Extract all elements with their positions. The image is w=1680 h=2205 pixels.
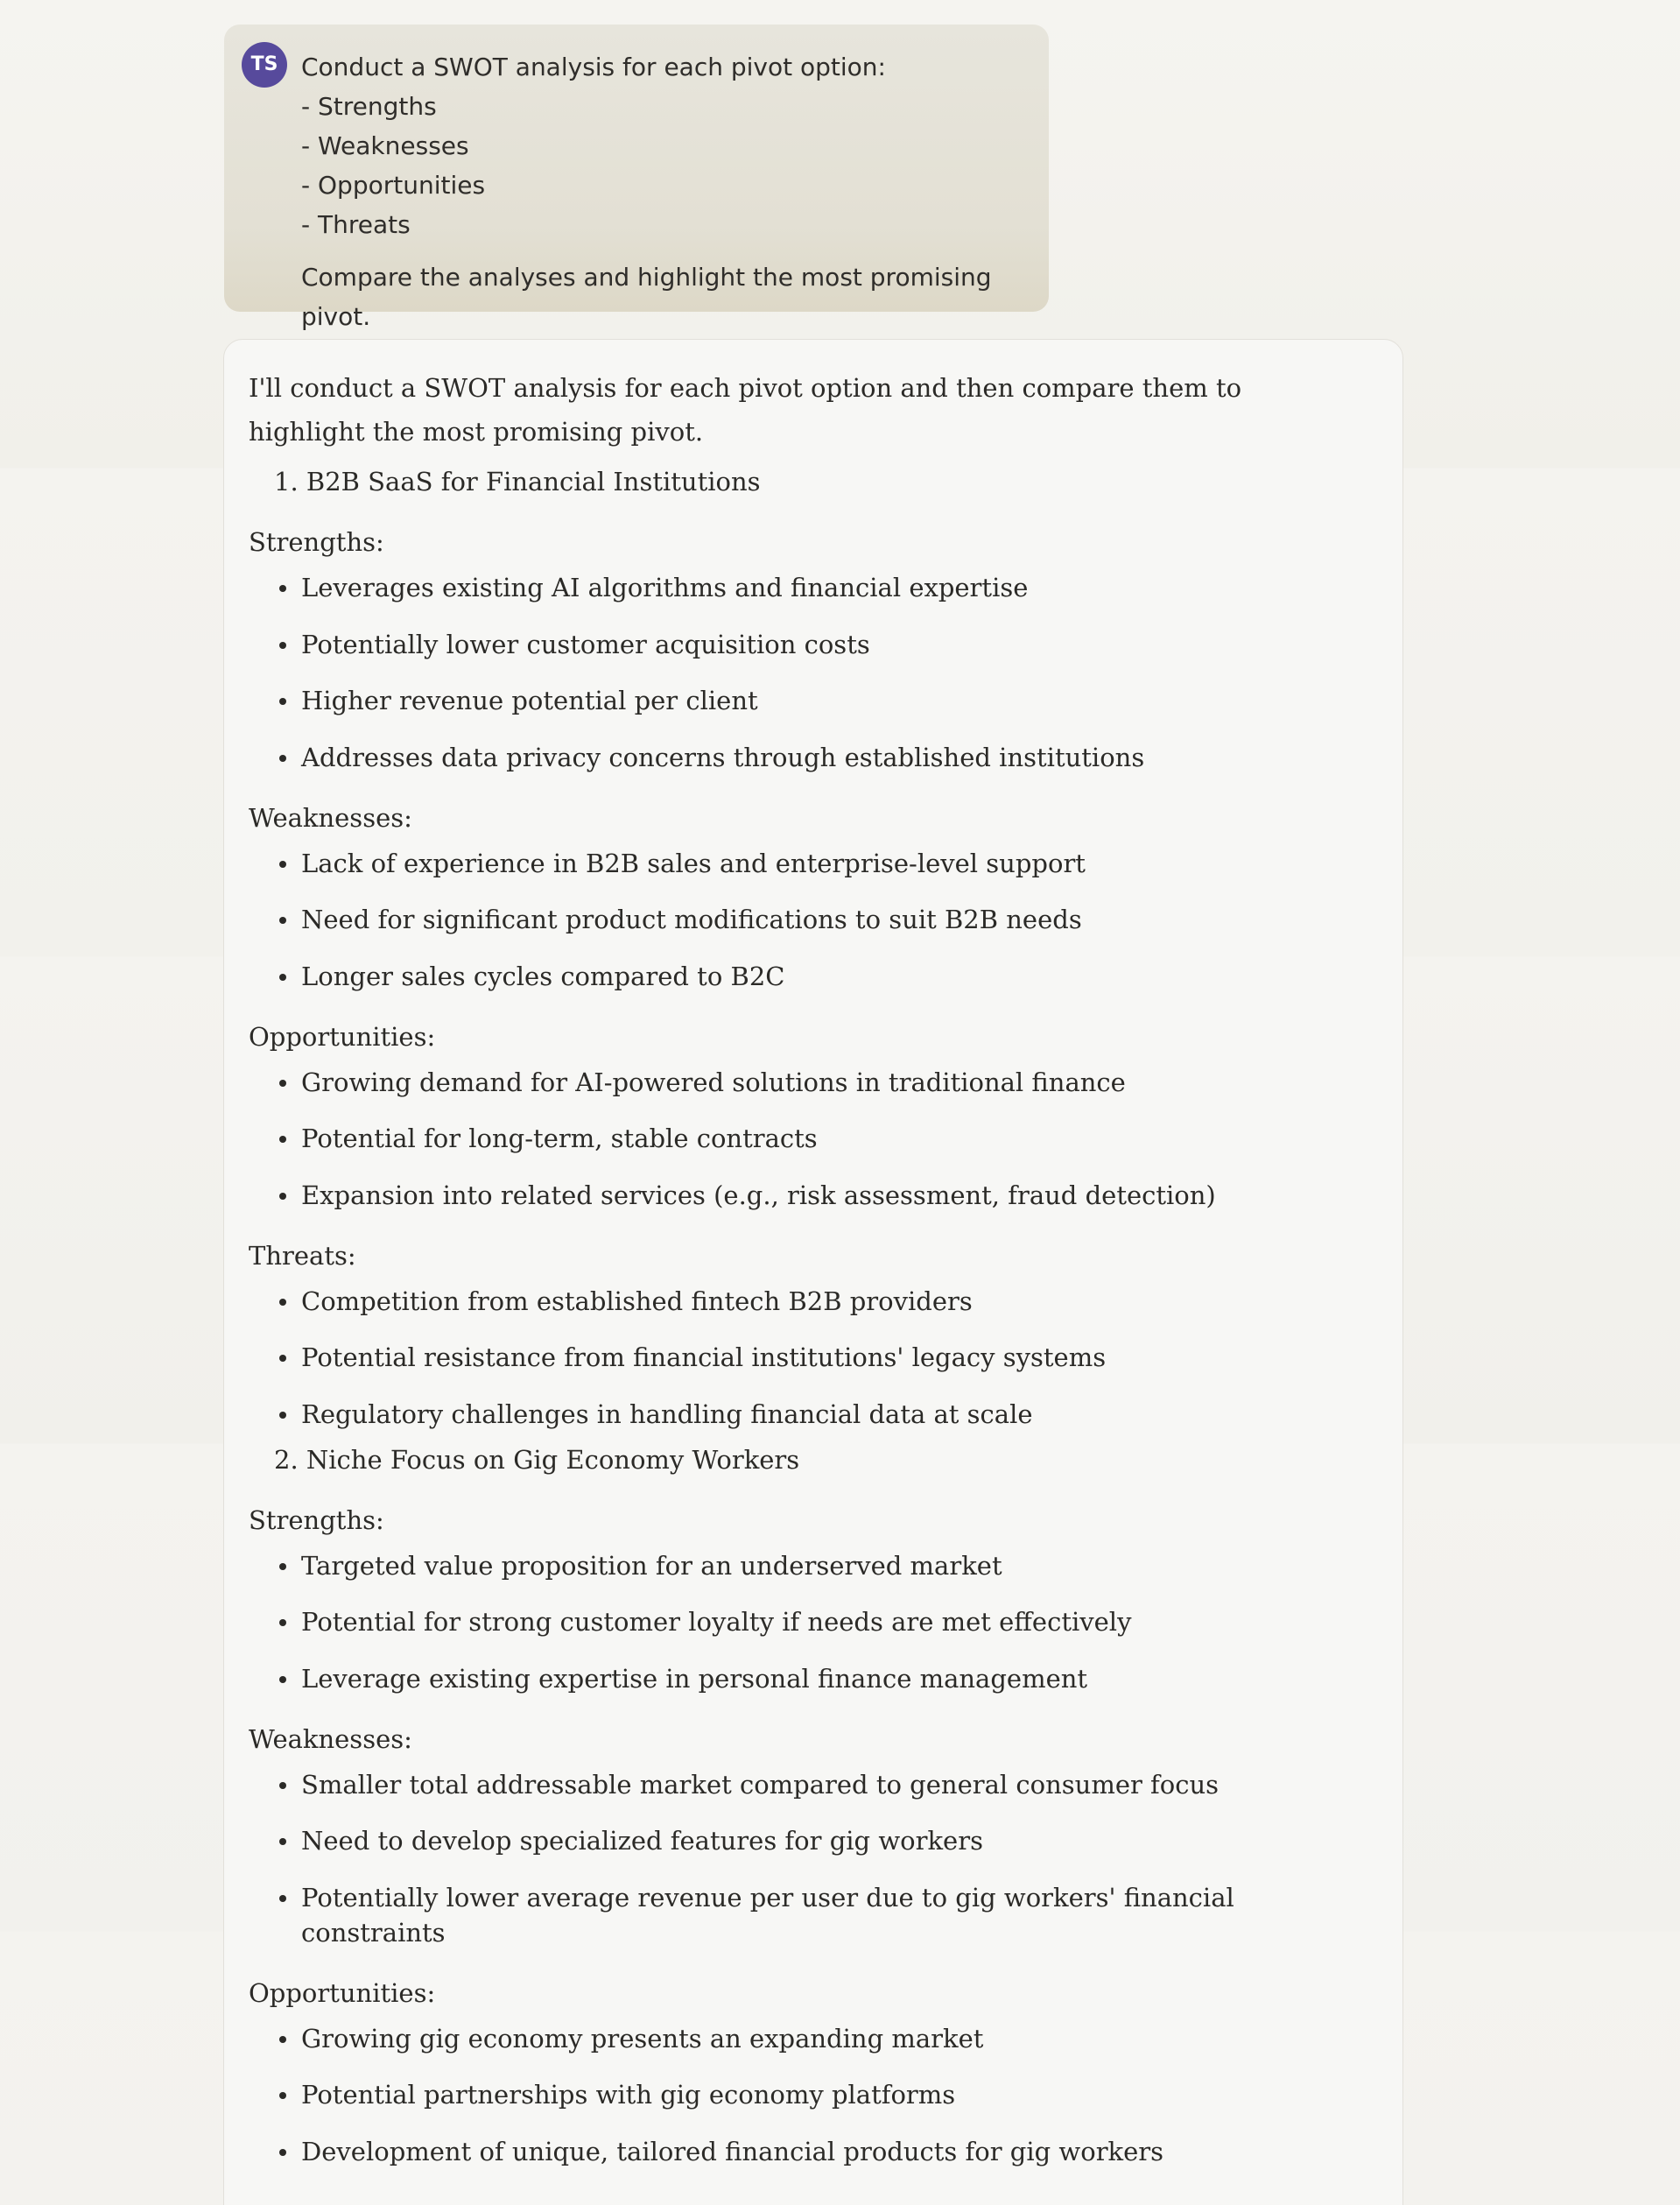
list-item: Addresses data privacy concerns through established institutions <box>249 740 1378 775</box>
user-message-line: Conduct a SWOT analysis for each pivot option: <box>301 53 886 81</box>
list-item: Lack of experience in B2B sales and enterprise-level support <box>249 846 1378 881</box>
swot-label-opportunities: Opportunities: <box>249 1021 436 1052</box>
list-item: Potential for strong customer loyalty if needs are met effectively <box>249 1604 1378 1639</box>
swot-label-weaknesses: Weaknesses: <box>249 1723 412 1754</box>
assistant-intro: I'll conduct a SWOT analysis for each pivot option and then compare them to highlight the most promising pivot. <box>249 373 1242 447</box>
user-message-line: - Opportunities <box>301 171 486 200</box>
swot-list-opportunities <box>249 1065 1378 1213</box>
swot-label-strengths: Strengths: <box>249 527 384 557</box>
list-item: Potential resistance from financial institutions' legacy systems <box>249 1340 1378 1375</box>
list-item: Need for significant product modifications to suit B2B needs <box>249 902 1378 937</box>
user-avatar: TS <box>242 42 287 88</box>
swot-label-opportunities: Opportunities: <box>249 1977 436 2008</box>
list-item: Targeted value proposition for an underserved market <box>249 1548 1378 1583</box>
list-item: Competition from established fintech B2B providers <box>249 1284 1378 1319</box>
user-message-closing: Compare the analyses and highlight the most promising pivot. <box>301 263 992 331</box>
list-item: Higher revenue potential per client <box>249 683 1378 718</box>
assistant-message <box>223 339 1403 2205</box>
list-item: Expansion into related services (e.g., risk assessment, fraud detection) <box>249 1178 1378 1213</box>
user-message-lines <box>301 47 1023 244</box>
swot-label-strengths: Strengths: <box>249 1504 384 1535</box>
user-message <box>224 25 1049 331</box>
swot-label-weaknesses: Weaknesses: <box>249 802 412 833</box>
option-heading: 1. B2B SaaS for Financial Institutions <box>274 467 761 497</box>
swot-list-threats <box>249 1284 1378 1432</box>
swot-list-strengths <box>249 1548 1378 1696</box>
list-item: Potentially lower average revenue per user due to gig workers' financial constraints <box>249 1880 1378 1950</box>
user-message-line: - Strengths <box>301 92 437 121</box>
swot-list-weaknesses <box>249 846 1378 994</box>
list-item: Potential for long-term, stable contracts <box>249 1121 1378 1156</box>
list-item: Smaller total addressable market compared to general consumer focus <box>249 1767 1378 1802</box>
swot-list-strengths <box>249 570 1378 775</box>
list-item: Development of unique, tailored financial products for gig workers <box>249 2134 1378 2169</box>
user-message-line: - Weaknesses <box>301 131 469 160</box>
list-item: Growing demand for AI-powered solutions in traditional finance <box>249 1065 1378 1100</box>
list-item: Growing gig economy presents an expanding market <box>249 2021 1378 2056</box>
list-item: Regulatory challenges in handling financial data at scale <box>249 1397 1378 1432</box>
user-message-line: - Threats <box>301 210 411 239</box>
swot-list-weaknesses <box>249 1767 1378 1950</box>
list-item: Longer sales cycles compared to B2C <box>249 959 1378 994</box>
list-item: Leverage existing expertise in personal finance management <box>249 1661 1378 1696</box>
list-item: Potential partnerships with gig economy platforms <box>249 2077 1378 2112</box>
option-heading: 2. Niche Focus on Gig Economy Workers <box>274 1444 800 1475</box>
list-item: Need to develop specialized features for gig workers <box>249 1823 1378 1858</box>
swot-label-threats: Threats: <box>249 1240 356 1271</box>
list-item: Potentially lower customer acquisition costs <box>249 627 1378 662</box>
swot-list-opportunities <box>249 2021 1378 2169</box>
list-item: Leverages existing AI algorithms and financial expertise <box>249 570 1378 605</box>
